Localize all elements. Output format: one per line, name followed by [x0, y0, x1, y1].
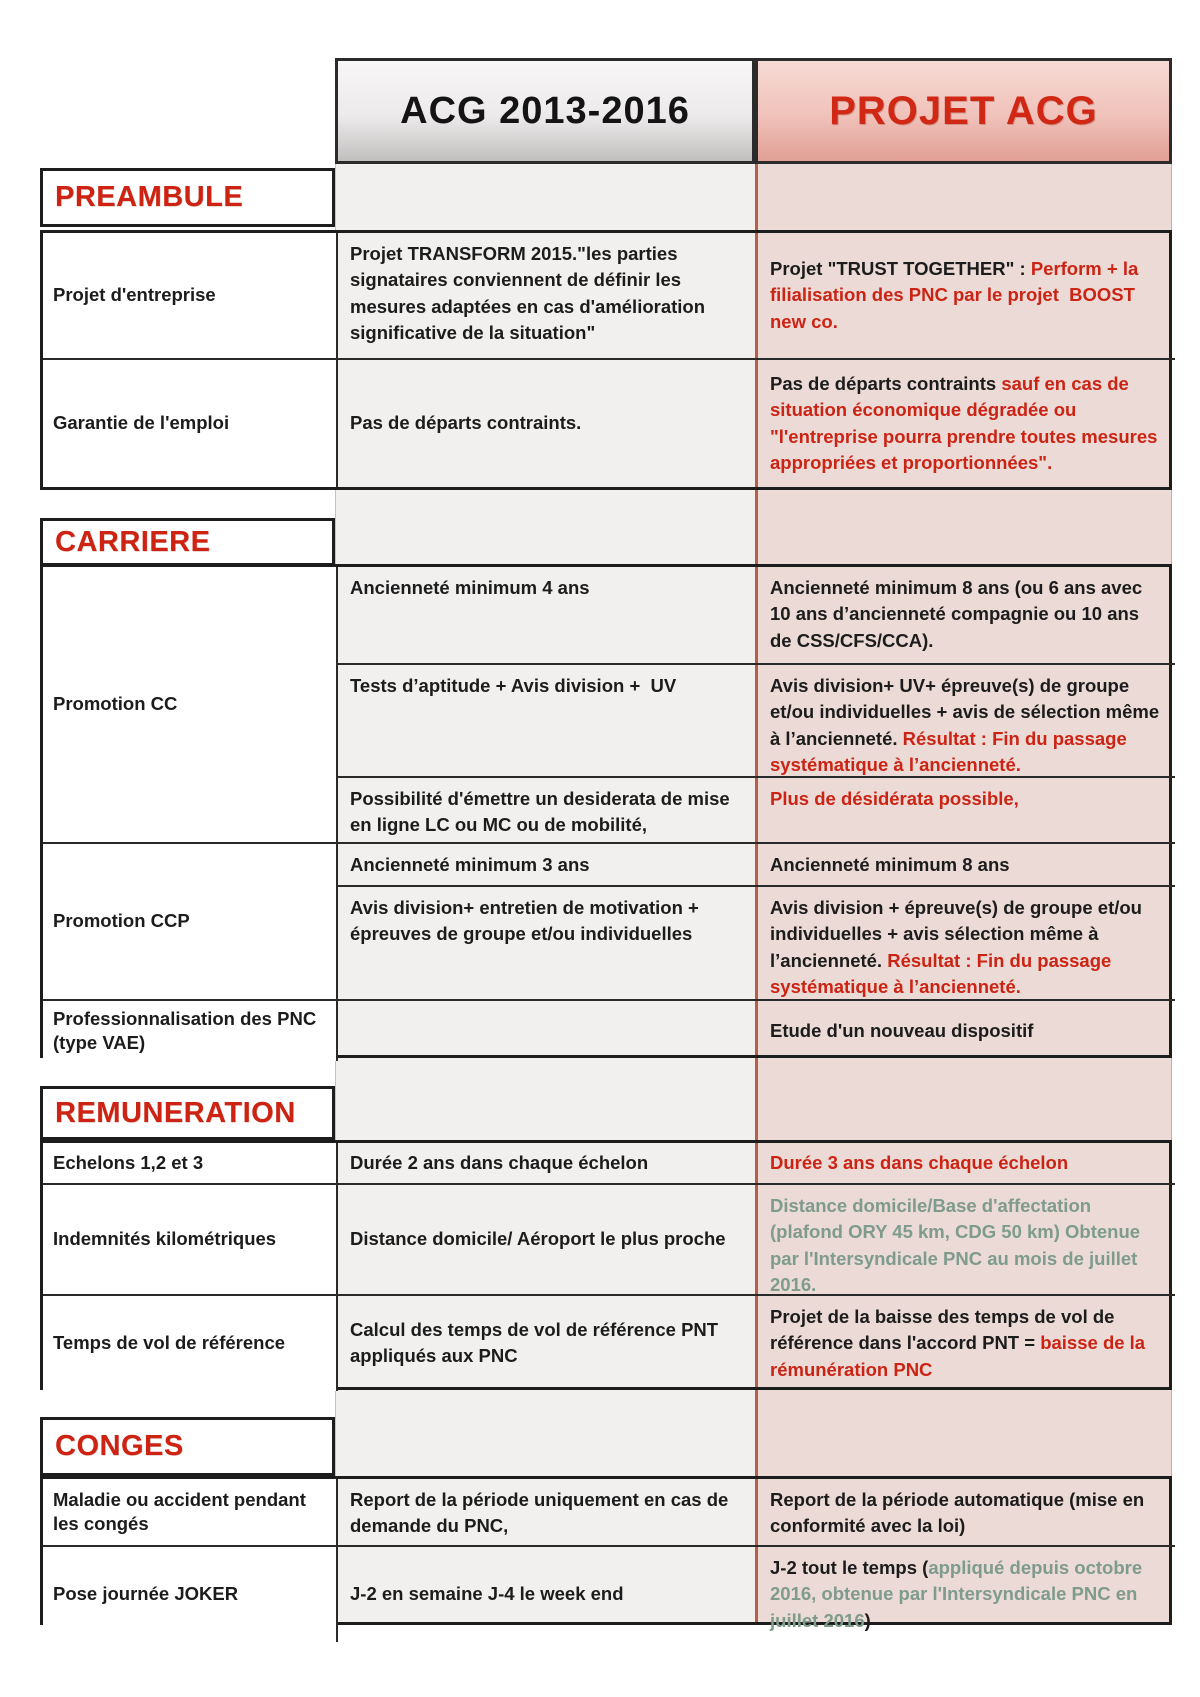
column-header-projet-acg: PROJET ACG [755, 58, 1172, 164]
cell-old-promotion-cc-anciennete: Ancienneté minimum 4 ans [350, 577, 590, 598]
section-title-preambule: PREAMBULE [40, 168, 335, 227]
cell-text: Pas de départs contraints sauf en cas de situation économique dégradée ou "l'entreprise pourra prendre toutes mesures appropriées et proportionnées". [770, 372, 1163, 473]
cell-old-projet-entreprise: Projet TRANSFORM 2015."les parties signataires conviennent de définir les mesures adaptées en cas d'amélioration significative de la situation" [350, 243, 711, 343]
cell-new-temps-vol [758, 1294, 1175, 1391]
row-label-joker: Pose journée JOKER [43, 1545, 338, 1642]
column-header-acg-2013-2016: ACG 2013-2016 [335, 58, 755, 164]
cell-text: Plus de désidérata possible, [770, 788, 1019, 809]
cell-old-garantie-emploi: Pas de départs contraints. [338, 358, 758, 487]
row-label-promotion-cc: Promotion CC [43, 567, 338, 842]
cell-text: Projet de la baisse des temps de vol de référence dans l'accord PNT = baisse de la rémunération PNC [770, 1306, 1151, 1380]
cell-text: Distance domicile/Base d'affectation (plafond ORY 45 km, CDG 50 km) Obtenue par l'Intersyndicale PNC au mois de juillet 2016. [770, 1195, 1146, 1295]
cell-old-promotion-ccp-anciennete: Ancienneté minimum 3 ans [338, 842, 758, 885]
row-label-promotion-ccp: Promotion CCP [43, 842, 338, 999]
cell-text: Projet "TRUST TOGETHER" : Perform + la filialisation des PNC par le projet BOOST new co. [770, 258, 1144, 332]
cell-new-maladie: Report de la période automatique (mise en conformité avec la loi) [770, 1489, 1150, 1537]
cell-new-professionnalisation: Etude d'un nouveau dispositif [758, 999, 1175, 1061]
cell-old-professionnalisation [338, 999, 758, 1061]
cell-new-indemnites [758, 1183, 1175, 1294]
cell-new-promotion-cc-desiderata [758, 776, 1175, 842]
cell-new-projet-entreprise [758, 233, 1175, 358]
cell-text: Avis division+ UV+ épreuve(s) de groupe et/ou individuelles + avis de sélection même à l’ancienneté. Résultat : Fin du passage systématique à l’ancienneté. [770, 675, 1165, 775]
cell-old-promotion-ccp-avis: Avis division+ entretien de motivation + épreuves de groupe et/ou individuelles [338, 885, 758, 999]
row-label-echelons: Echelons 1,2 et 3 [43, 1143, 338, 1183]
section-title-conges: CONGES [40, 1417, 335, 1476]
cell-old-temps-vol: Calcul des temps de vol de référence PNT appliqués aux PNC [338, 1294, 758, 1391]
row-label-maladie: Maladie ou accident pendant les congés [43, 1479, 338, 1545]
preambule-block [40, 230, 1172, 490]
cell-text: J-2 tout le temps (appliqué depuis octobre 2016, obtenue par l'Intersyndicale PNC en juillet 2016) [770, 1557, 1148, 1631]
cell-old-joker: J-2 en semaine J-4 le week end [338, 1545, 758, 1642]
row-label-temps-vol: Temps de vol de référence [43, 1294, 338, 1391]
cell-new-joker [758, 1545, 1175, 1642]
row-label-projet-entreprise: Projet d'entreprise [43, 233, 338, 358]
cell-new-promotion-ccp-avis [758, 885, 1175, 999]
section-title-carriere: CARRIERE [40, 518, 335, 566]
row-label-indemnites: Indemnités kilométriques [43, 1183, 338, 1294]
cell-text: Durée 3 ans dans chaque échelon [770, 1151, 1069, 1173]
row-label-garantie-emploi: Garantie de l'emploi [43, 358, 338, 487]
cell-old-promotion-cc-tests: Tests d’aptitude + Avis division + UV [338, 663, 758, 776]
conges-block [40, 1476, 1172, 1631]
carriere-block [40, 564, 1172, 1058]
cell-text: Avis division + épreuve(s) de groupe et/ou individuelles + avis sélection même à l’ancienneté. Résultat : Fin du passage systématique à l’ancienneté. [770, 897, 1148, 997]
cell-old-maladie: Report de la période uniquement en cas de demande du PNC, [350, 1489, 734, 1537]
cell-new-garantie-emploi [758, 358, 1175, 487]
cell-new-echelons [758, 1143, 1175, 1183]
cell-old-echelons: Durée 2 ans dans chaque échelon [350, 1151, 649, 1173]
cell-new-promotion-cc-anciennete: Ancienneté minimum 8 ans (ou 6 ans avec 10 ans d’ancienneté compagnie ou 10 ans de CSS/CFS/CCA). [770, 577, 1148, 651]
cell-old-promotion-cc-desiderata: Possibilité d'émettre un desiderata de mise en ligne LC ou MC ou de mobilité, [338, 776, 758, 842]
cell-old-indemnites: Distance domicile/ Aéroport le plus proche [338, 1183, 758, 1294]
section-title-remuneration: REMUNERATION [40, 1086, 335, 1140]
row-label-professionnalisation: Professionnalisation des PNC (type VAE) [43, 999, 338, 1061]
cell-new-promotion-cc-tests [758, 663, 1175, 776]
remuneration-block [40, 1140, 1172, 1390]
cell-new-promotion-ccp-anciennete: Ancienneté minimum 8 ans [758, 842, 1175, 885]
